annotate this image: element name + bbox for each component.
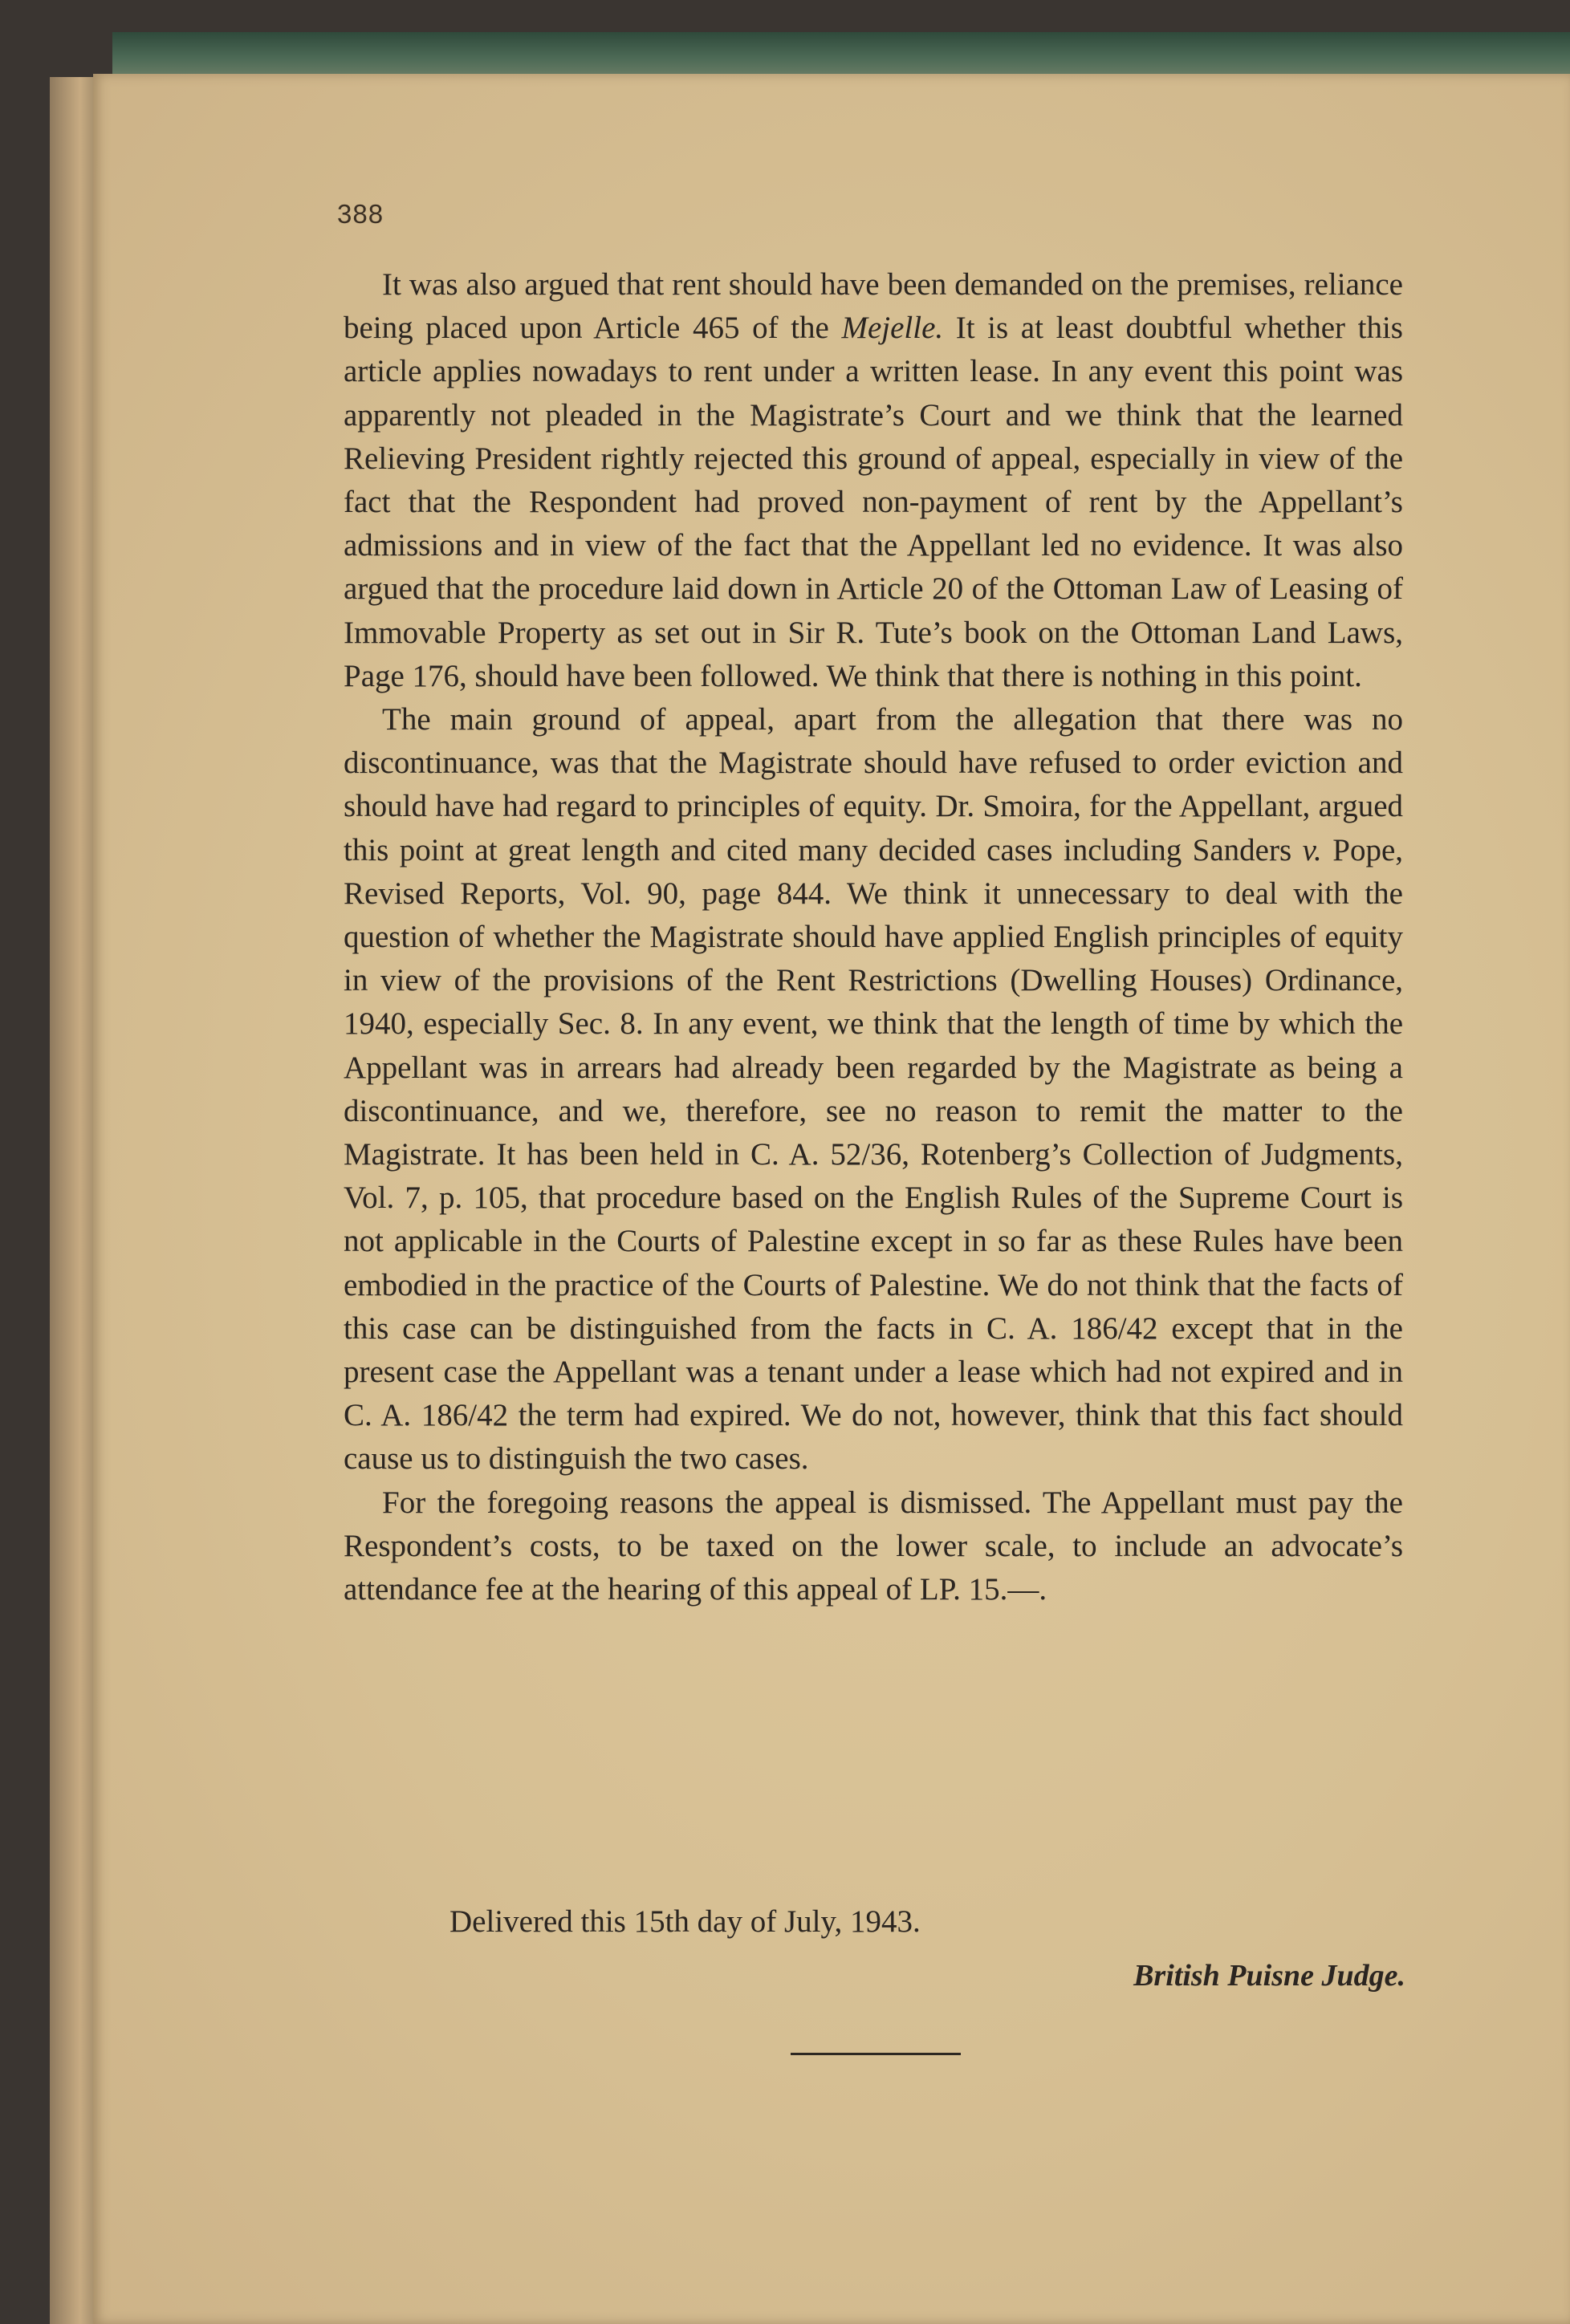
paragraph-2: The main ground of appeal, apart from the allegation that there was no discontinuance, was that the Magistrate should have refused to order eviction and should have had regard to principles of equity. Dr. Smoira, for the Appellant, argued this point at great length and cited many decided cases including Sanders v. Pope, Revised Reports, Vol. 90, page 844. We think it unnecessary to deal with the question of whether the Magistrate should have applied English principles of equity in view of the provisions of the Rent Restrictions (Dwelling Houses) Ordinance, 1940, especially Sec. 8. In any event, we think that the length of time by which the Appellant was in arrears had already been regarded by the Magistrate as being a discontinuance, and we, therefore, see no reason to remit the matter to the Magistrate. It has been held in C. A. 52/36, Rotenberg’s Collection of Judgments, Vol. 7, p. 105, that procedure based on the English Rules of the Supreme Court is not applicable in the Courts of Palestine except in so far as these Rules have been embodied in the practice of the Courts of Palestine. We do not think that the facts of this case can be distinguished from the facts in C. A. 186/42 except that in the present case the Appellant was a tenant under a lease which had not expired and in C. A. 186/42 the term had expired. We do not, however, think that this fact should cause us to distinguish the two cases. [344,702,1403,1477]
paragraph-3: For the foregoing reasons the appeal is dismissed. The Appellant must pay the Respondent’s costs, to be taxed on the lower scale, to include an advocate’s attendance fee at the hearing of this appeal of LP. 15.—. [344,1485,1403,1607]
page-number: 388 [337,199,384,229]
book-cloth-binding [112,32,1570,80]
italic-term: Mejelle. [841,311,944,346]
judge-signature: British Puisne Judge. [1133,1959,1405,1993]
paragraph-1: It was also argued that rent should have been demanded on the premises, reliance being placed upon Article 465 of the Mejelle. It is at least doubtful whether this article applies nowadays to rent under a written lease. In any event this point was apparently not pleaded in the Magistrate’s Court and we think that the learned Relieving President rightly rejected this ground of appeal, especially in view of the fact that the Respondent had proved non-payment of rent by the Appellant’s admissions and in view of the fact that the Appellant led no evidence. It was also argued that the procedure laid down in Article 20 of the Ottoman Law of Leasing of Immovable Property as set out in Sir R. Tute’s book on the Ottoman Land Laws, Page 176, should have been followed. We think that there is nothing in this point. [344,267,1403,693]
italic-versus: v. [1302,832,1322,867]
delivery-date-line: Delivered this 15th day of July, 1943. [449,1904,921,1939]
judgment-text [344,263,1403,1611]
end-rule-divider [791,2053,961,2055]
